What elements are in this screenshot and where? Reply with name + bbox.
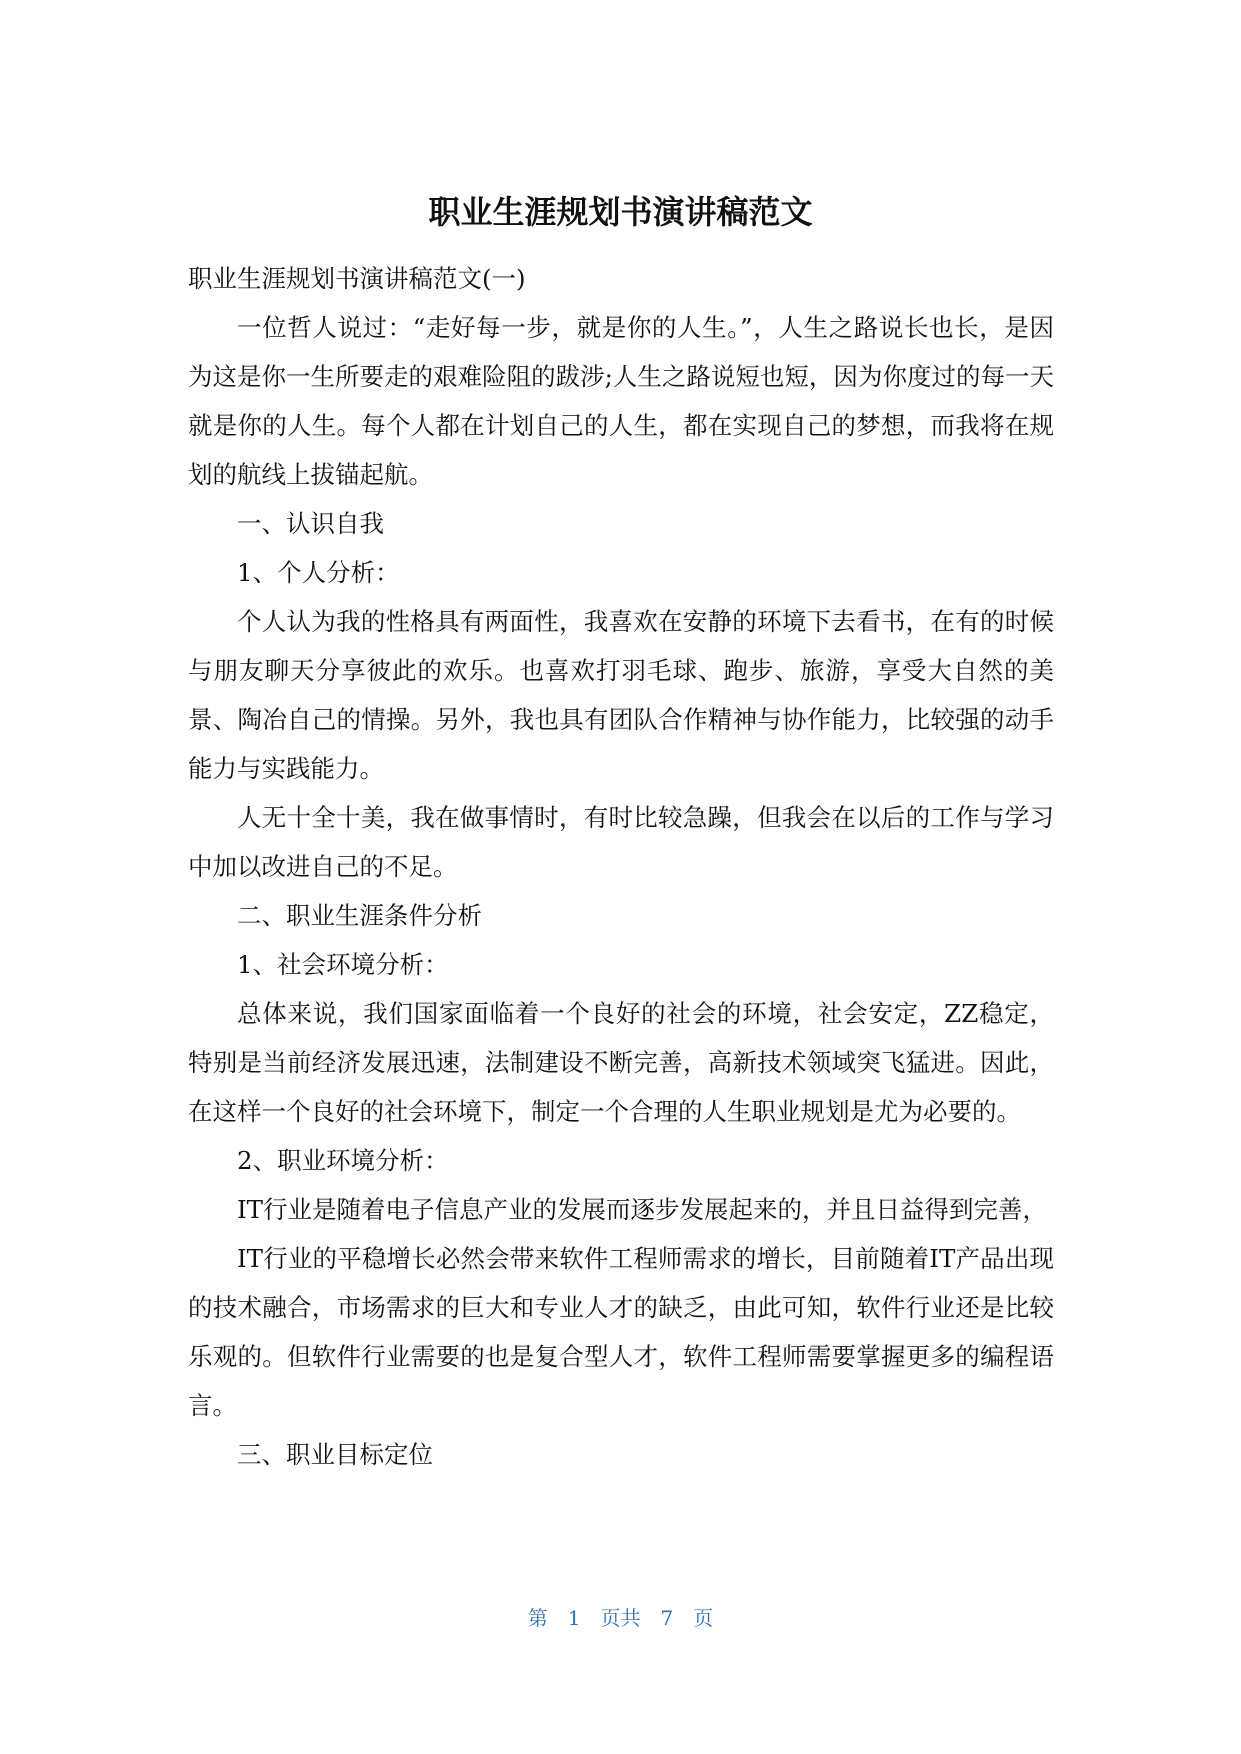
paragraph: IT行业的平稳增长必然会带来软件工程师需求的增长，目前随着IT产品出现的技术融合，市场需求的巨大和专业人才的缺乏，由此可知，软件行业还是比较乐观的。但软件行业需要的也是复合型人才，软件工程师需要掌握更多的编程语言。: [188, 1244, 1054, 1420]
subsection-heading: 1、个人分析：: [237, 558, 400, 587]
document-title: 职业生涯规划书演讲稿范文: [428, 193, 813, 231]
page-footer: [0, 1604, 1241, 1632]
footer-page-number: 1: [567, 1606, 581, 1630]
paragraph: 个人认为我的性格具有两面性，我喜欢在安静的环境下去看书，在有的时候与朋友聊天分享彼此的欢乐。也喜欢打羽毛球、跑步、旅游，享受大自然的美景、陶冶自己的情操。另外，我也具有团队合作精神与协作能力，比较强的动手能力与实践能力。: [188, 607, 1054, 783]
footer-suffix: 页: [693, 1606, 714, 1630]
paragraph: 人无十全十美，我在做事情时，有时比较急躁，但我会在以后的工作与学习中加以改进自己的不足。: [188, 803, 1054, 881]
paragraph: IT行业是随着电子信息产业的发展而逐步发展起来的，并且日益得到完善，: [237, 1195, 1048, 1224]
document-body: [188, 254, 1054, 1479]
paragraph: 总体来说，我们国家面临着一个良好的社会的环境，社会安定，ZZ稳定，特别是当前经济发展迅速，法制建设不断完善，高新技术领域突飞猛进。因此，在这样一个良好的社会环境下，制定一个合理的人生职业规划是尤为必要的。: [188, 999, 1054, 1126]
section-heading: 三、职业目标定位: [237, 1440, 433, 1469]
footer-prefix: 第: [527, 1606, 548, 1630]
paragraph: 职业生涯规划书演讲稿范文(一): [188, 264, 526, 293]
footer-total-pages: 7: [660, 1606, 674, 1630]
section-heading: 二、职业生涯条件分析: [237, 901, 482, 930]
paragraph: 一位哲人说过：“走好每一步，就是你的人生。”，人生之路说长也长，是因为这是你一生所要走的艰难险阻的跋涉;人生之路说短也短，因为你度过的每一天就是你的人生。每个人都在计划自己的人生，都在实现自己的梦想，而我将在规划的航线上拔锚起航。: [188, 313, 1054, 489]
section-heading: 一、认识自我: [237, 509, 384, 538]
subsection-heading: 1、社会环境分析：: [237, 950, 449, 979]
subsection-heading: 2、职业环境分析：: [237, 1146, 449, 1175]
footer-mid: 页共: [600, 1606, 641, 1630]
